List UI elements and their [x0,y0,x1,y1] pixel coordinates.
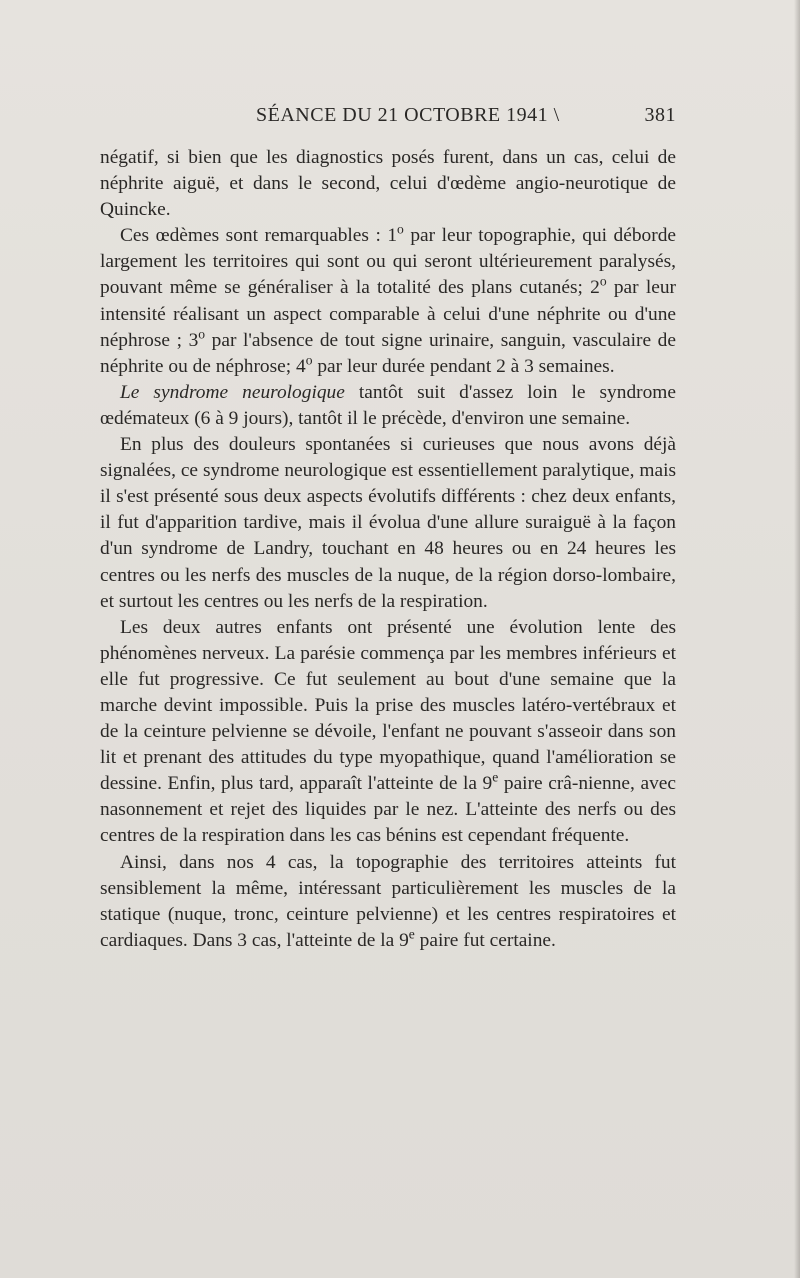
paragraph: Ainsi, dans nos 4 cas, la topographie des territoires atteints fut sensiblement la même, intéressant particulièrement les muscles de la statique (nuque, tronc, ceinture pelvienne) et les centres respiratoires et cardiaques. Dans 3 cas, l'atteinte de la 9e paire fut certaine. [100,851,676,951]
page-edge-shadow [794,0,800,1278]
paragraph-lead-italic: Le syndrome neurologique [120,381,345,403]
running-title: SÉANCE DU 21 OCTOBRE 1941 \ [256,104,560,126]
paragraph: négatif, si bien que les diagnostics posés furent, dans un cas, celui de néphrite aiguë, et dans le second, celui d'œdème angio-neurotique de Quincke. [100,147,676,221]
paragraph: Le syndrome neurologique tantôt suit d'assez loin le syndrome œdémateux (6 à 9 jours), tantôt il le précède, d'environ une semaine. [100,381,676,429]
paragraph: En plus des douleurs spontanées si curieuses que nous avons déjà signalées, ce syndrome neurologique est essentiellement paralytique, mais il s'est présenté sous deux aspects évolutifs différents : chez deux enfants, il fut d'apparition tardive, mais il évolua d'une allure suraiguë à la façon d'un syndrome de Landry, touchant en 48 heures ou en 24 heures les centres ou les nerfs des muscles de la nuque, de la région dorso-lombaire, et surtout les centres ou les nerfs de la respiration. [100,434,676,612]
paragraph: Ces œdèmes sont remarquables : 1$^o$ par leur topographie, qui déborde largement les territoires qui sont ou qui seront ultérieurement paralysés, pouvant même se généraliser à la totalité des plans cutanés; 2$^o$ par leur intensité réalisant un aspect comparable à celui d'une néphrite ou d'une néphrose ; 3$^o$ par l'absence de tout signe urinaire, sanguin, vasculaire de néphrite ou de néphrose; 4$^o$ par leur durée pendant 2 à 3 semaines. [100,221,677,377]
running-header [256,104,676,130]
paragraph: Les deux autres enfants ont présenté une évolution lente des phénomènes nerveux. La parésie commença par les membres inférieurs et elle fut progressive. Ce fut seulement au bout d'une semaine que la marche devint impossible. Puis la prise des muscles latéro-vertébraux et de la ceinture pelvienne se dévoile, l'enfant ne pouvant s'asseoir dans son lit et prenant des attitudes du type myopathique, quand l'amélioration se dessine. Enfin, plus tard, apparaît l'atteinte de la 9e paire crâ-nienne, avec nasonnement et rejet des liquides par le nez. L'atteinte des nerfs ou des centres de la respiration dans les cas bénins est cependant fréquente. [100,616,676,847]
page-number: 381 [644,104,676,126]
body-text [100,145,676,954]
